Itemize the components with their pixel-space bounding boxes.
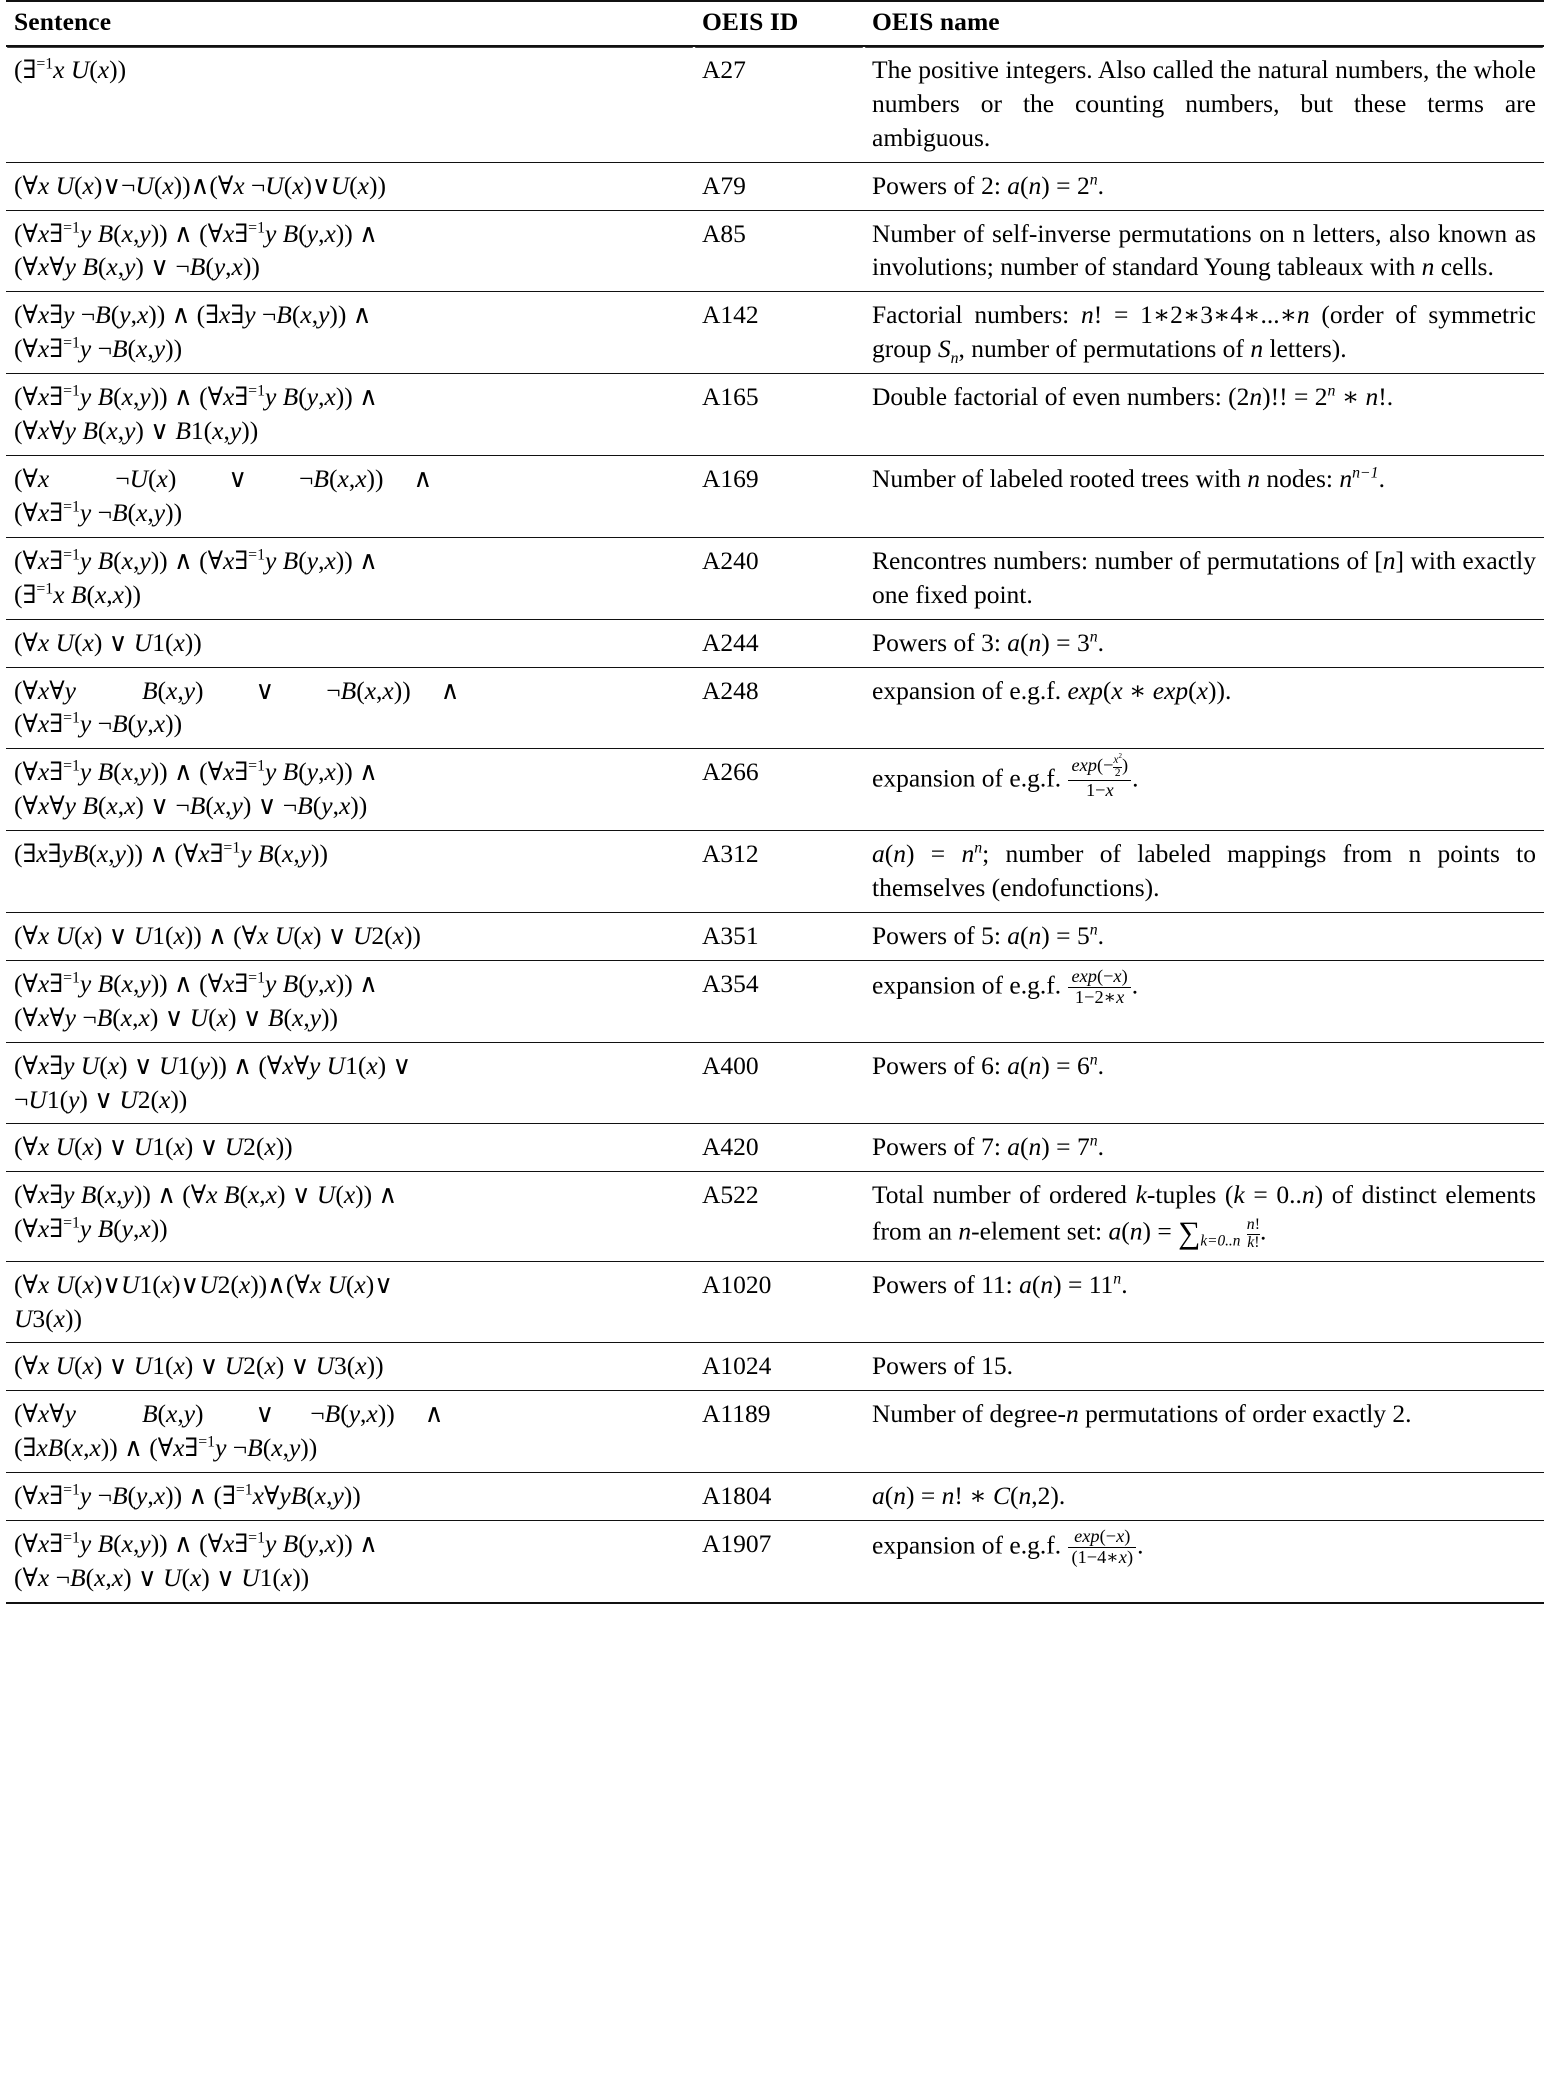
- table-header-row: [6, 1, 1544, 46]
- cell-oeis-id: A27: [702, 54, 746, 84]
- cell-sentence: (∀x∃$^{=1}$y B(x,y)) ∧ (∀x∃$^{=1}$y B(y,x)) ∧ (∀x ¬B(x,x) ∨ U(x) ∨ U1(x)): [6, 1521, 694, 1603]
- cell-oeis-id: A169: [694, 455, 864, 537]
- table-row: [6, 667, 1544, 749]
- table-row: [6, 374, 1544, 456]
- oeis-sentence-table: [6, 0, 1544, 1604]
- cell-sentence: (∀x U(x)∨U1(x)∨U2(x))∧(∀x U(x)∨ U3(x)): [6, 1261, 694, 1343]
- cell-sentence: (∀x∃$^{=1}$y ¬B(y,x)) ∧ (∃$^{=1}$x∀yB(x,y)): [6, 1473, 694, 1521]
- cell-oeis-name: Powers of 7: $a(n) = 7^n$.: [864, 1124, 1544, 1172]
- cell-oeis-id: A354: [694, 960, 864, 1042]
- table-row: [6, 960, 1544, 1042]
- cell-sentence: (∀x∀y B(x,y) ∨ ¬B(x,x)) ∧ (∀x∃$^{=1}$y ¬B(y,x)): [6, 667, 694, 749]
- cell-oeis-name: a(n) = n! ∗ C(n,2).: [864, 1473, 1544, 1521]
- cell-oeis-name: Factorial numbers: n! = 1∗2∗3∗4∗...∗n (order of symmetric group $S_n$, number of permutations of n letters).: [864, 292, 1544, 374]
- cell-oeis-id: A85: [694, 210, 864, 292]
- cell-oeis-name: expansion of e.g.f. exp(x ∗ exp(x)).: [864, 667, 1544, 749]
- cell-oeis-name: Number of self-inverse permutations on n letters, also known as involutions; number of standard Young tableaux with n cells.: [864, 210, 1544, 292]
- cell-oeis-name: Double factorial of even numbers: (2n)!! = $2^n$ ∗ n!.: [864, 374, 1544, 456]
- table-row: [6, 831, 1544, 913]
- table-row: [6, 162, 1544, 210]
- cell-sentence: (∀x∃$^{=1}$y B(x,y)) ∧ (∀x∃$^{=1}$y B(y,x)) ∧ (∀x∀y ¬B(x,x) ∨ U(x) ∨ B(x,y)): [6, 960, 694, 1042]
- cell-oeis-id: A400: [694, 1042, 864, 1124]
- table-row: [6, 1343, 1544, 1391]
- cell-oeis-id: A266: [694, 749, 864, 831]
- cell-sentence: (∀x∃$^{=1}$y B(x,y)) ∧ (∀x∃$^{=1}$y B(y,x)) ∧ (∀x∀y B(x,y) ∨ B1(x,y)): [6, 374, 694, 456]
- cell-oeis-name: $a(n) = n^n$; number of labeled mappings from n points to themselves (endofunctions).: [864, 831, 1544, 913]
- cell-oeis-name: The positive integers. Also called the natural numbers, the whole numbers or the counting numbers, but these terms are ambiguous.: [872, 54, 1536, 152]
- cell-oeis-name: Powers of 15.: [864, 1343, 1544, 1391]
- table-row: [6, 1042, 1544, 1124]
- table-row: [6, 1124, 1544, 1172]
- cell-oeis-id: A420: [694, 1124, 864, 1172]
- cell-oeis-name: Powers of 3: $a(n) = 3^n$.: [864, 619, 1544, 667]
- cell-sentence: (∀x∃y U(x) ∨ U1(y)) ∧ (∀x∀y U1(x) ∨ ¬U1(y) ∨ U2(x)): [6, 1042, 694, 1124]
- table-row: [6, 1261, 1544, 1343]
- cell-sentence: (∀x∃$^{=1}$y B(x,y)) ∧ (∀x∃$^{=1}$y B(y,x)) ∧ (∀x∀y B(x,y) ∨ ¬B(y,x)): [6, 210, 694, 292]
- table-row: [6, 210, 1544, 292]
- cell-oeis-id: A79: [694, 162, 864, 210]
- cell-sentence: (∀x U(x) ∨ U1(x) ∨ U2(x)): [6, 1124, 694, 1172]
- cell-sentence: (∀x U(x)∨¬U(x))∧(∀x ¬U(x)∨U(x)): [6, 162, 694, 210]
- cell-oeis-name: Rencontres numbers: number of permutations of [n] with exactly one fixed point.: [864, 537, 1544, 619]
- cell-oeis-name: Total number of ordered k-tuples (k = 0..n) of distinct elements from an n-element set: $a(n) = \sum_{k=0..n}$ $\frac{n!}{k!}$ .: [864, 1172, 1544, 1261]
- cell-oeis-name: Number of degree-n permutations of order exactly 2.: [864, 1391, 1544, 1473]
- cell-oeis-id: A248: [694, 667, 864, 749]
- table-body: [6, 46, 1544, 1603]
- cell-sentence: (∀x∃$^{=1}$y B(x,y)) ∧ (∀x∃$^{=1}$y B(y,x)) ∧ (∃$^{=1}$x B(x,x)): [6, 537, 694, 619]
- table-row: [6, 619, 1544, 667]
- cell-sentence: (∀x U(x) ∨ U1(x)) ∧ (∀x U(x) ∨ U2(x)): [6, 912, 694, 960]
- column-header-oeis-name: OEIS name: [864, 1, 1544, 46]
- cell-oeis-id: A1804: [694, 1473, 864, 1521]
- table-row: [6, 46, 1544, 162]
- cell-oeis-id: A244: [694, 619, 864, 667]
- cell-oeis-name: expansion of e.g.f. $\frac{\exp(-x)}{1-2∗x}$ .: [864, 960, 1544, 1042]
- cell-oeis-name: expansion of e.g.f. exp(− $\frac{x^2}{2}$ ) 1−x .: [864, 749, 1544, 831]
- cell-oeis-id: A1189: [694, 1391, 864, 1473]
- column-header-sentence: Sentence: [6, 1, 694, 46]
- table-row: [6, 537, 1544, 619]
- cell-sentence: (∀x∀y B(x,y) ∨ ¬B(y,x)) ∧ (∃xB(x,x)) ∧ (∀x∃$^{=1}$y ¬B(x,y)): [6, 1391, 694, 1473]
- cell-oeis-id: A351: [694, 912, 864, 960]
- cell-oeis-id: A142: [694, 292, 864, 374]
- cell-sentence: (∀x∃y ¬B(y,x)) ∧ (∃x∃y ¬B(x,y)) ∧ (∀x∃$^{=1}$y ¬B(x,y)): [6, 292, 694, 374]
- cell-sentence: (∀x U(x) ∨ U1(x)): [6, 619, 694, 667]
- table-row: [6, 292, 1544, 374]
- table-row: [6, 912, 1544, 960]
- cell-oeis-id: A240: [694, 537, 864, 619]
- cell-sentence: (∀x U(x) ∨ U1(x) ∨ U2(x) ∨ U3(x)): [6, 1343, 694, 1391]
- cell-oeis-name: Powers of 11: $a(n) = 11^n$.: [864, 1261, 1544, 1343]
- cell-oeis-name: expansion of e.g.f. $\frac{\exp(-x)}{(1-4∗x)}$ .: [864, 1521, 1544, 1603]
- cell-oeis-id: A522: [694, 1172, 864, 1261]
- cell-sentence: (∀x∃$^{=1}$y B(x,y)) ∧ (∀x∃$^{=1}$y B(y,x)) ∧ (∀x∀y B(x,x) ∨ ¬B(x,y) ∨ ¬B(y,x)): [6, 749, 694, 831]
- cell-sentence: (∃$^{=1}$x U(x)): [14, 54, 127, 84]
- table-row: [6, 1521, 1544, 1603]
- cell-oeis-name: Powers of 2: $a(n) = 2^n$.: [864, 162, 1544, 210]
- cell-sentence: (∃x∃yB(x,y)) ∧ (∀x∃$^{=1}$y B(x,y)): [6, 831, 694, 913]
- cell-oeis-id: A312: [694, 831, 864, 913]
- cell-oeis-id: A165: [694, 374, 864, 456]
- table-row: [6, 1473, 1544, 1521]
- cell-sentence: (∀x ¬U(x) ∨ ¬B(x,x)) ∧ (∀x∃$^{=1}$y ¬B(x,y)): [6, 455, 694, 537]
- cell-sentence: (∀x∃y B(x,y)) ∧ (∀x B(x,x) ∨ U(x)) ∧ (∀x∃$^{=1}$y B(y,x)): [6, 1172, 694, 1261]
- table-row: [6, 455, 1544, 537]
- table-header: [6, 1, 1544, 46]
- cell-oeis-name: Powers of 6: $a(n) = 6^n$.: [864, 1042, 1544, 1124]
- table-row: [6, 749, 1544, 831]
- cell-oeis-id: A1024: [694, 1343, 864, 1391]
- column-header-oeis-id: OEIS ID: [694, 1, 864, 46]
- cell-oeis-name: Number of labeled rooted trees with n nodes: $n^{n-1}$.: [864, 455, 1544, 537]
- table-row: [6, 1172, 1544, 1261]
- table-row: [6, 1391, 1544, 1473]
- cell-oeis-id: A1907: [694, 1521, 864, 1603]
- cell-oeis-name: Powers of 5: $a(n) = 5^n$.: [864, 912, 1544, 960]
- cell-oeis-id: A1020: [694, 1261, 864, 1343]
